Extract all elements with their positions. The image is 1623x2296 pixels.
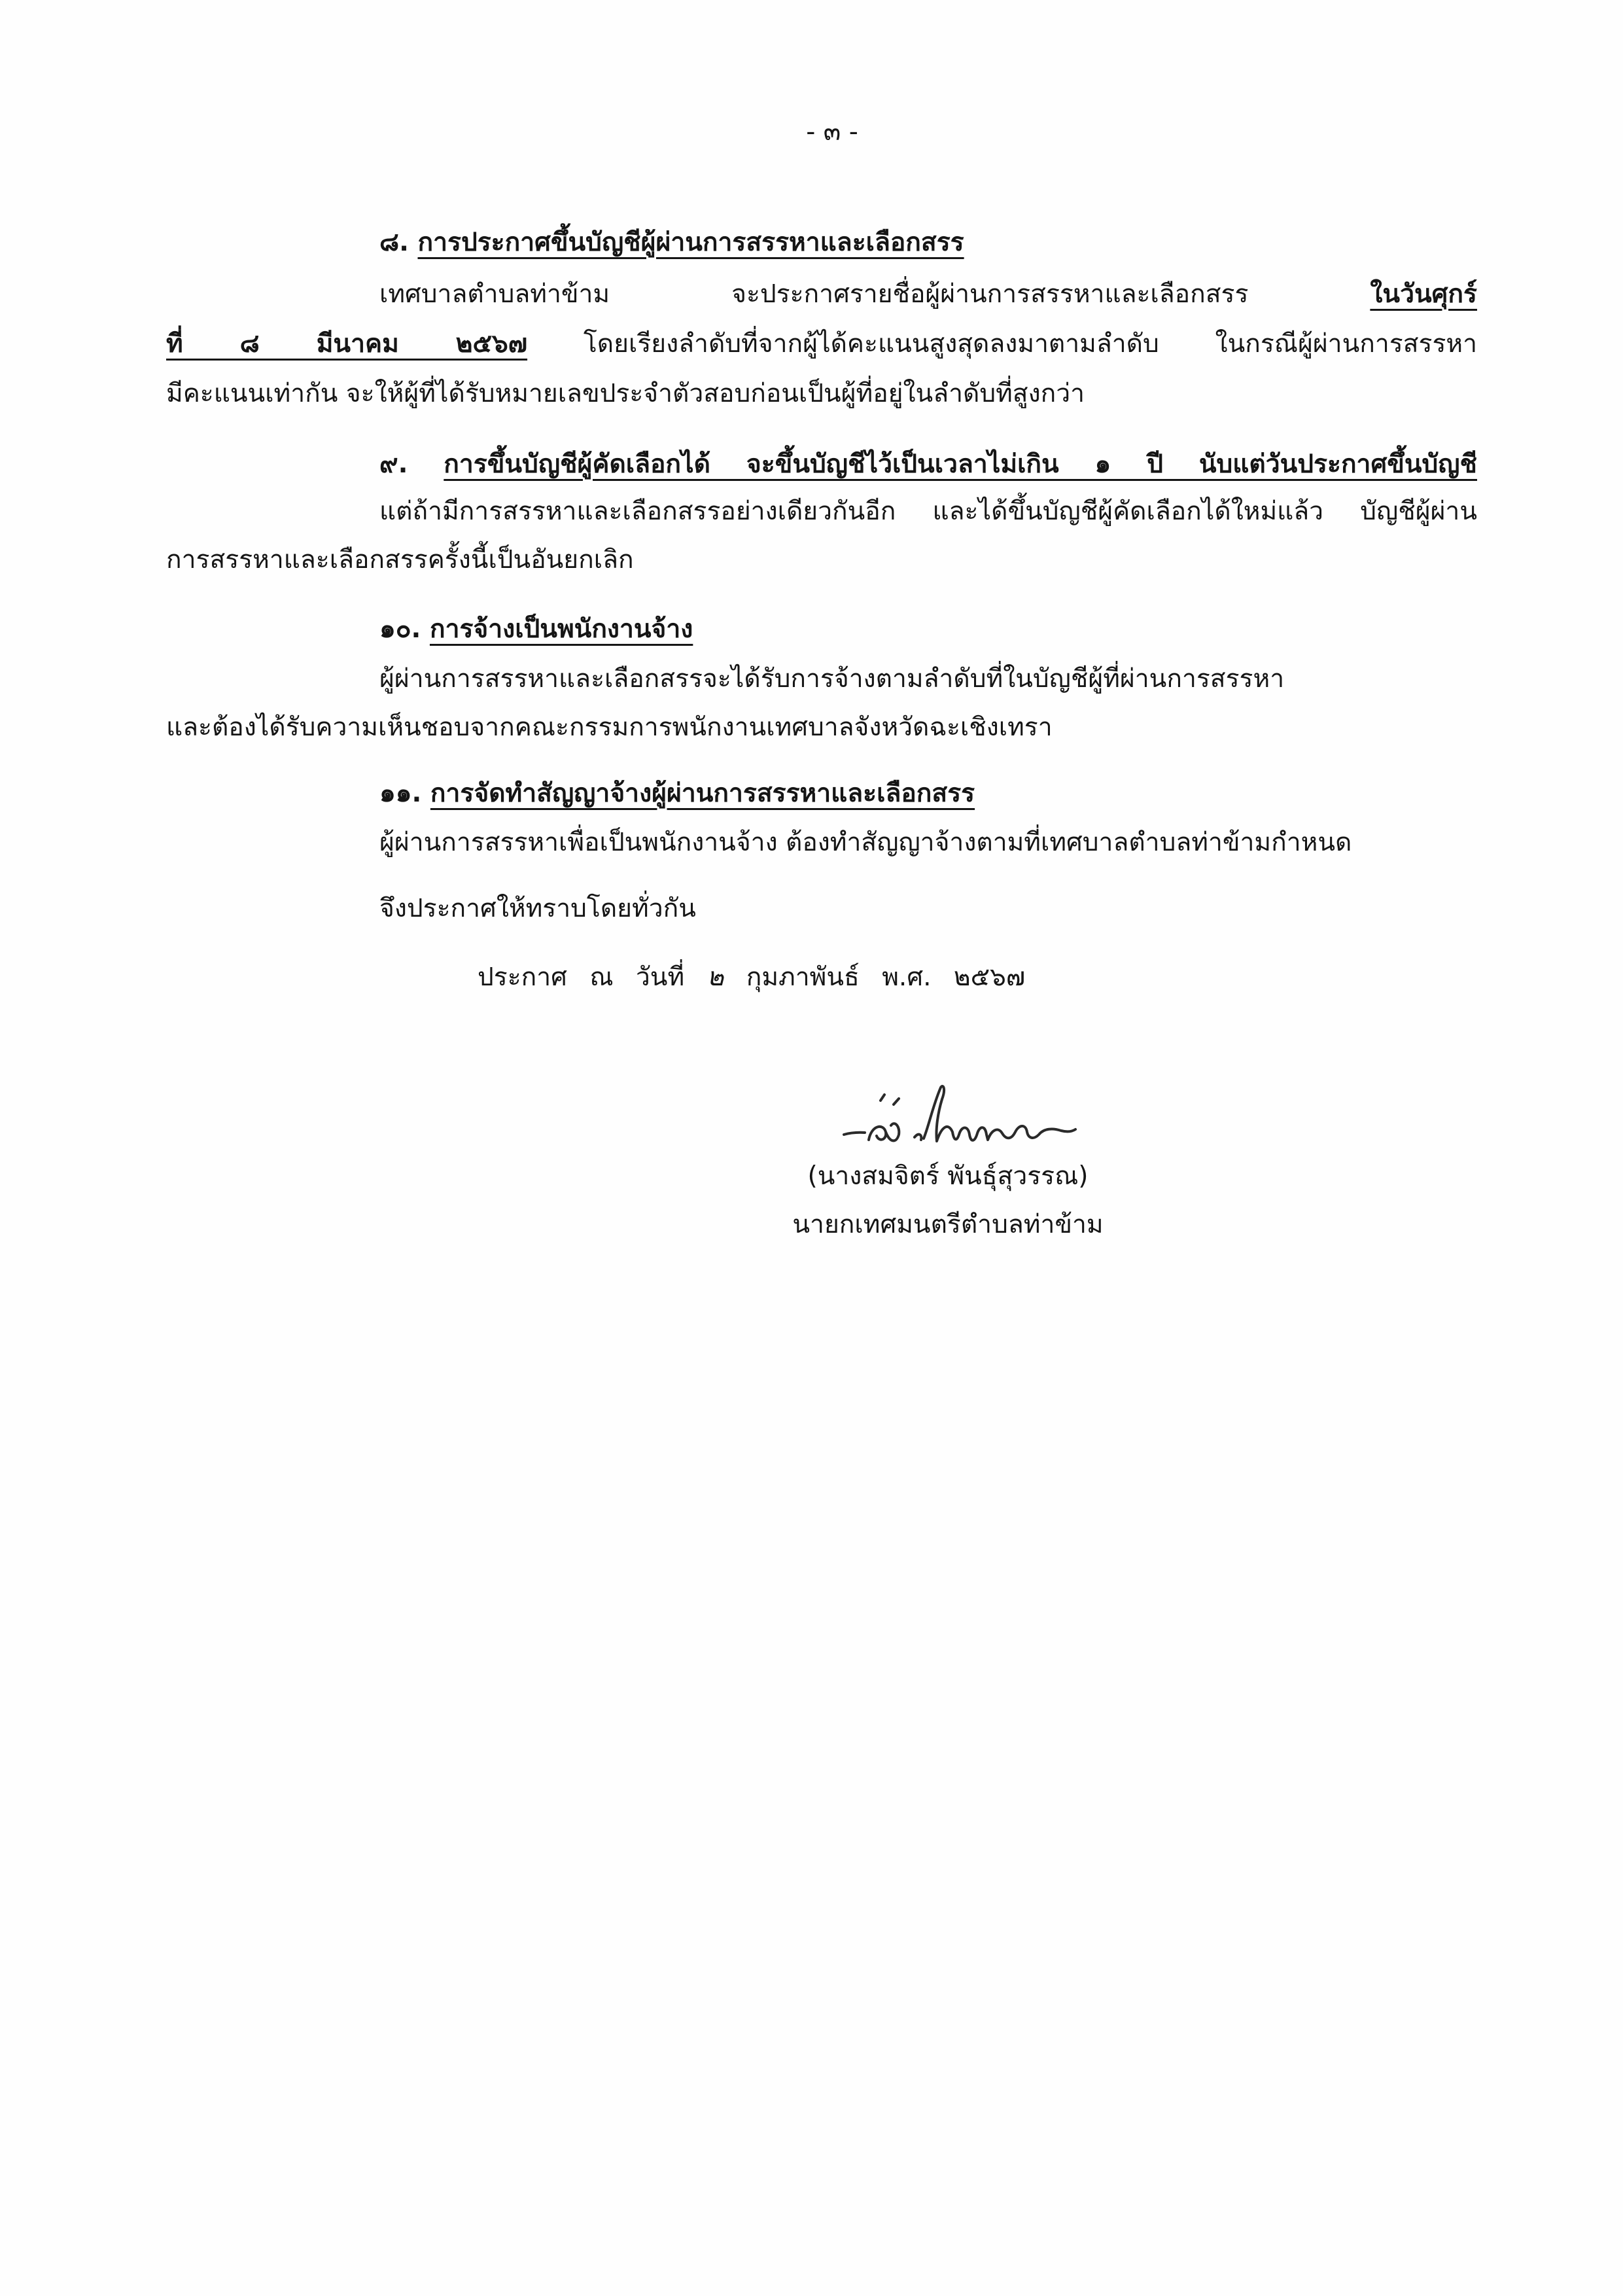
handwritten-signature — [831, 1080, 1092, 1158]
date-month: กุมภาพันธ์ — [746, 963, 860, 992]
announcement-date-line — [478, 953, 1263, 1002]
signature-stroke — [915, 1086, 1075, 1141]
section-title: การประกาศขึ้นบัญชีผู้ผ่านการสรรหาและเลือกสรร — [417, 228, 964, 257]
section-10-paragraph-line: และต้องได้รับความเห็นชอบจากคณะกรรมการพนักงานเทศบาลจังหวัดฉะเชิงเทรา — [166, 713, 1053, 742]
date-label: ประกาศ ณ วันที่ — [478, 963, 685, 992]
section-10-heading — [379, 605, 1477, 654]
announcement-date: ที่ ๘ มีนาคม ๒๕๖๗ — [166, 329, 528, 359]
announcement-day: ในวันศุกร์ — [1370, 279, 1477, 309]
section-10-paragraph-line: ผู้ผ่านการสรรหาและเลือกสรรจะได้รับการจ้างตามลำดับที่ในบัญชีผู้ที่ผ่านการสรรหา — [379, 664, 1285, 694]
section-number: ๙. — [379, 450, 408, 479]
date-day: ๒ — [707, 963, 724, 992]
signature-stroke — [869, 1123, 899, 1140]
section-9-heading — [379, 440, 1477, 489]
section-8-heading — [379, 218, 1477, 268]
date-year: พ.ศ. ๒๕๖๗ — [882, 963, 1026, 992]
section-11-heading — [379, 769, 1477, 819]
signature-stroke — [881, 1095, 899, 1104]
section-title: การจ้างเป็นพนักงานจ้าง — [429, 614, 693, 644]
closing-statement: จึงประกาศให้ทราบโดยทั่วกัน — [379, 894, 696, 923]
section-8-paragraph-line: มีคะแนนเท่ากัน จะให้ผู้ที่ได้รับหมายเลขประจำตัวสอบก่อนเป็นผู้ที่อยู่ในลำดับที่สูงกว่า — [166, 379, 1085, 408]
paragraph-text: เทศบาลตำบลท่าข้าม จะประกาศรายชื่อผู้ผ่านการสรรหาและเลือกสรร — [379, 279, 1249, 309]
section-number: ๑๐. — [379, 614, 421, 644]
section-number: ๑๑. — [379, 779, 422, 808]
page-number: - ๓ - — [806, 117, 858, 147]
section-title: การจัดทำสัญญาจ้างผู้ผ่านการสรรหาและเลือกสรร — [430, 779, 975, 808]
signature-stroke — [844, 1133, 865, 1135]
section-11-paragraph-line: ผู้ผ่านการสรรหาเพื่อเป็นพนักงานจ้าง ต้องทำสัญญาจ้างตามที่เทศบาลตำบลท่าข้ามกำหนด — [379, 828, 1352, 857]
section-number: ๘. — [379, 228, 409, 257]
signatory-position: นายกเทศมนตรีตำบลท่าข้าม — [792, 1210, 1104, 1239]
paragraph-text: โดยเรียงลำดับที่จากผู้ได้คะแนนสูงสุดลงมาตามลำดับ ในกรณีผู้ผ่านการสรรหา — [583, 329, 1477, 359]
signatory-name: (นางสมจิตร์ พันธุ์สุวรรณ) — [807, 1161, 1089, 1191]
section-9-paragraph-line: การสรรหาและเลือกสรรครั้งนี้เป็นอันยกเลิก — [166, 545, 634, 574]
section-8-paragraph-line — [166, 319, 1477, 369]
section-title: การขึ้นบัญชีผู้คัดเลือกได้ จะขึ้นบัญชีไว้เป็นเวลาไม่เกิน ๑ ปี นับแต่วันประกาศขึ้นบัญชี — [444, 450, 1477, 479]
section-9-paragraph-line: แต่ถ้ามีการสรรหาและเลือกสรรอย่างเดียวกันอีก และได้ขึ้นบัญชีผู้คัดเลือกได้ใหม่แล้ว บัญชีผู้ผ่าน — [379, 497, 1477, 526]
section-8-paragraph-line — [379, 270, 1477, 319]
